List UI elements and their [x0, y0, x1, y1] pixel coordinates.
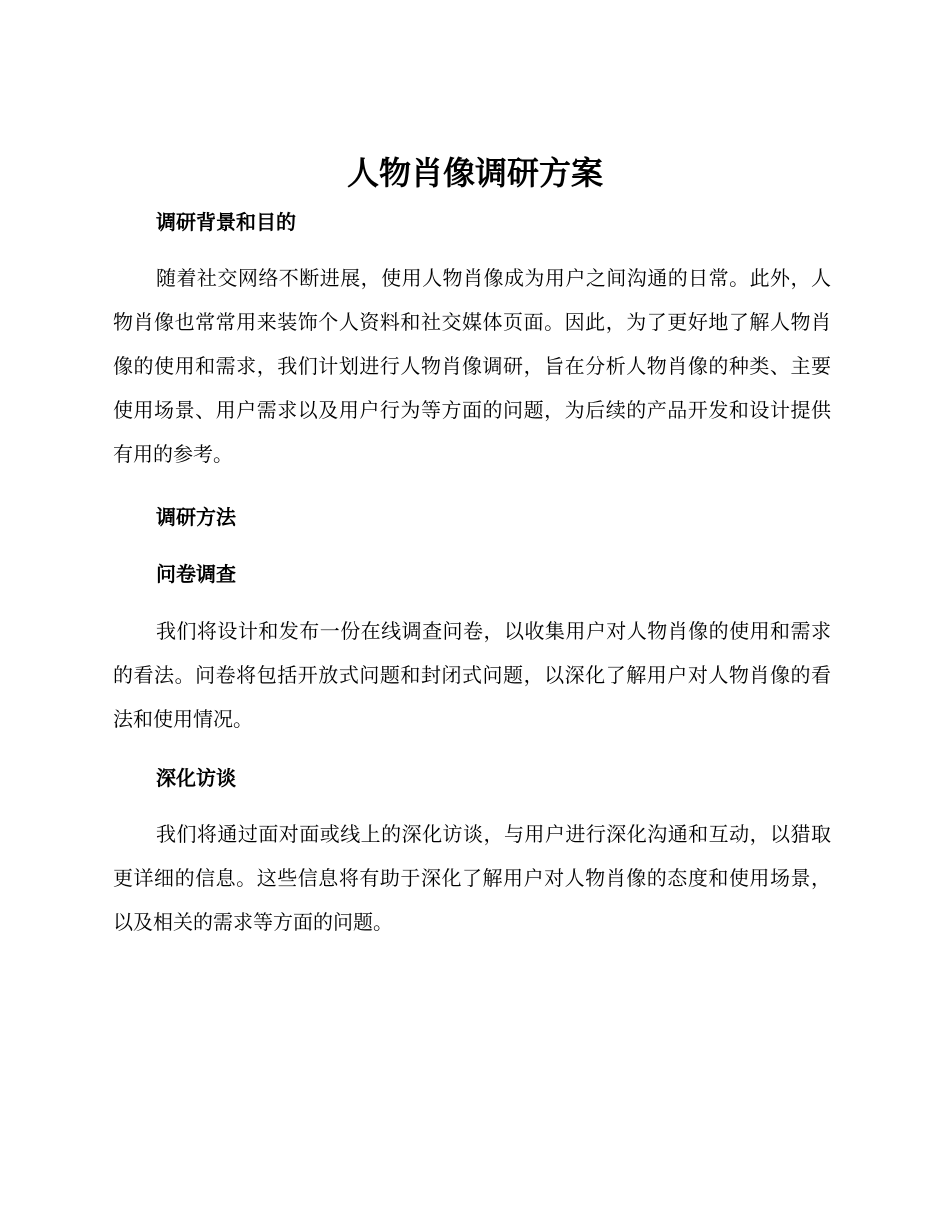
section-heading-survey: 问卷调查	[156, 562, 236, 586]
section-paragraph-background: 随着社交网络不断进展，使用人物肖像成为用户之间沟通的日常。此外，人物肖像也常常用来装饰个人资料和社交媒体页面。因此，为了更好地了解人物肖像的使用和需求，我们计划进行人物肖像调研，旨在分析人物肖像的种类、主要使用场景、用户需求以及用户行为等方面的问题，为后续的产品开发和设计提供有用的参考。	[113, 266, 831, 466]
section-heading-interview: 深化访谈	[156, 766, 236, 790]
section-heading-method: 调研方法	[156, 505, 236, 529]
section-paragraph-survey: 我们将设计和发布一份在线调查问卷，以收集用户对人物肖像的使用和需求的看法。问卷将包括开放式问题和封闭式问题，以深化了解用户对人物肖像的看法和使用情况。	[113, 619, 831, 731]
document-title: 人物肖像调研方案	[346, 154, 603, 192]
section-paragraph-interview: 我们将通过面对面或线上的深化访谈，与用户进行深化沟通和互动，以猎取更详细的信息。这些信息将有助于深化了解用户对人物肖像的态度和使用场景，以及相关的需求等方面的问题。	[113, 822, 831, 934]
section-heading-background: 调研背景和目的	[156, 210, 296, 234]
